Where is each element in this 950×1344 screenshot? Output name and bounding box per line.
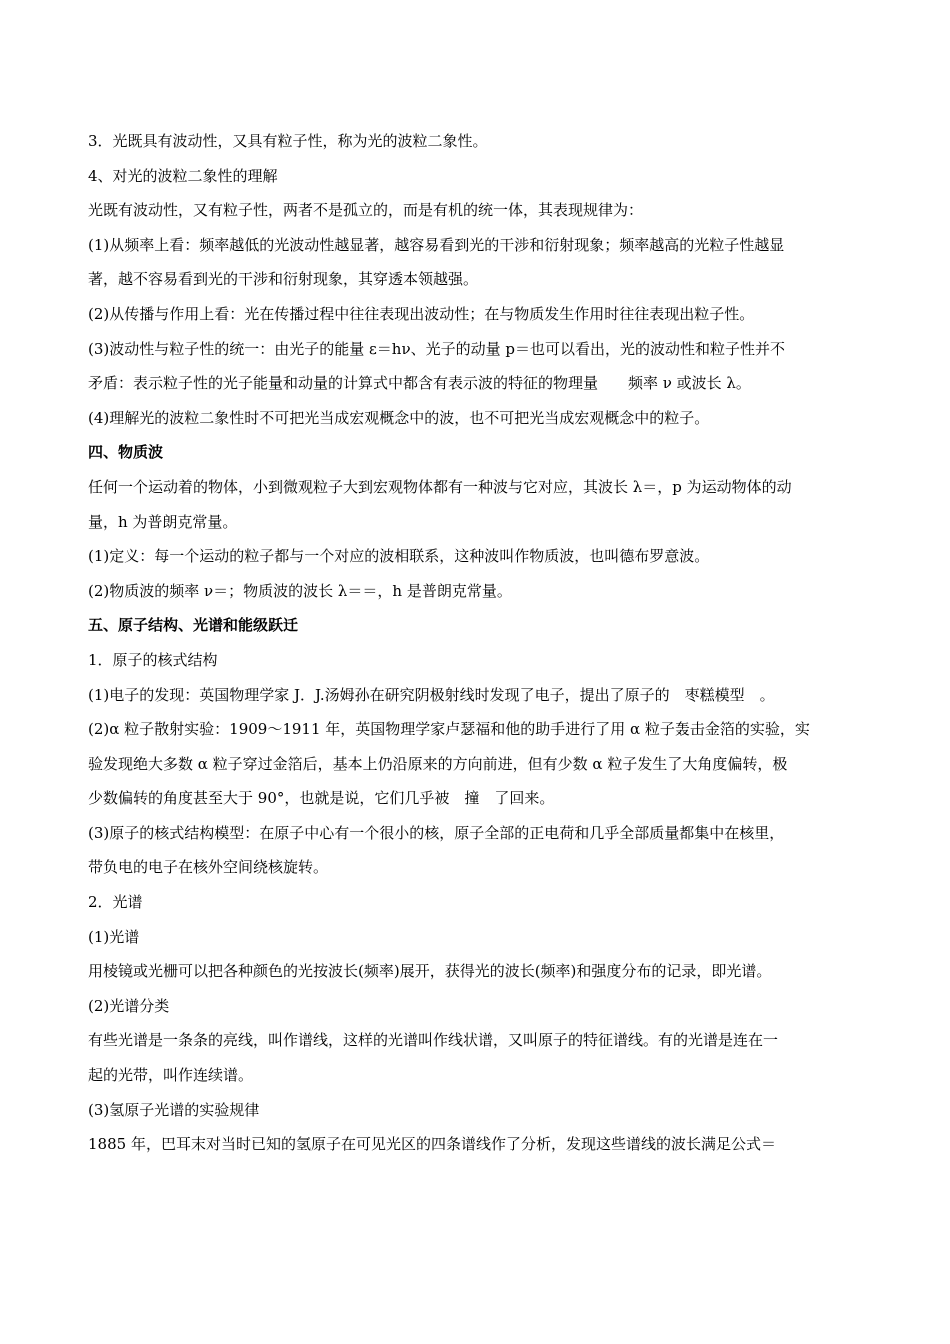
paragraph-line: (2)物质波的频率 ν＝；物质波的波长 λ＝＝，h 是普朗克常量。 [88,581,512,600]
paragraph-line: 著，越不容易看到光的干涉和衍射现象，其穿透本领越强。 [88,270,479,289]
paragraph-line: 矛盾：表示粒子性的光子能量和动量的计算式中都含有表示波的特征的物理量 频率 ν 或波长 λ。 [88,374,751,393]
paragraph-line: 带负电的电子在核外空间绕核旋转。 [88,858,329,877]
paragraph-line: (2)α 粒子散射实验：1909～1911 年，英国物理学家卢瑟福和他的助手进行了用 α 粒子轰击金箔的实验，实 [88,720,810,739]
paragraph-line: 1885 年，巴耳末对当时已知的氢原子在可见光区的四条谱线作了分析，发现这些谱线的波长满足公式＝ [88,1135,776,1154]
paragraph-line: (2)光谱分类 [88,996,170,1015]
paragraph-line: 起的光带，叫作连续谱。 [88,1066,254,1085]
paragraph-line: (4)理解光的波粒二象性时不可把光当成宏观概念中的波，也不可把光当成宏观概念中的粒子。 [88,408,710,427]
paragraph-line: (3)原子的核式结构模型：在原子中心有一个很小的核，原子全部的正电荷和几乎全部质量都集中在核里， [88,823,785,842]
paragraph-line: 光既有波动性，又有粒子性，两者不是孤立的，而是有机的统一体，其表现规律为： [88,201,644,220]
paragraph-line: (1)电子的发现：英国物理学家 J．J.汤姆孙在研究阴极射线时发现了电子，提出了原子的 枣糕模型 。 [88,685,775,704]
paragraph-line: 少数偏转的角度甚至大于 90°，也就是说，它们几乎被 撞 了回来。 [88,789,555,808]
paragraph-line: 用棱镜或光栅可以把各种颜色的光按波长(频率)展开，获得光的波长(频率)和强度分布的记录，即光谱。 [88,962,772,981]
paragraph-line: 任何一个运动着的物体，小到微观粒子大到宏观物体都有一种波与它对应，其波长 λ＝，p 为运动物体的动 [88,477,792,496]
section-heading: 四、物质波 [88,443,164,462]
document-body [88,124,863,1162]
paragraph-line: (3)波动性与粒子性的统一：由光子的能量 ε＝hν、光子的动量 p＝也可以看出，光的波动性和粒子性并不 [88,339,785,358]
paragraph-line: 1．原子的核式结构 [88,650,218,669]
paragraph-line: (3)氢原子光谱的实验规律 [88,1100,260,1119]
paragraph-line: 4、对光的波粒二象性的理解 [88,166,278,185]
paragraph-line: 验发现绝大多数 α 粒子穿过金箔后，基本上仍沿原来的方向前进，但有少数 α 粒子发生了大角度偏转，极 [88,754,788,773]
paragraph-line: 量，h 为普朗克常量。 [88,512,238,531]
paragraph-line: (2)从传播与作用上看：光在传播过程中往往表现出波动性；在与物质发生作用时往往表现出粒子性。 [88,304,755,323]
paragraph-line: 3．光既具有波动性，又具有粒子性，称为光的波粒二象性。 [88,132,488,150]
section-heading: 五、原子结构、光谱和能级跃迁 [88,616,299,635]
paragraph-line: 有些光谱是一条条的亮线，叫作谱线，这样的光谱叫作线状谱，又叫原子的特征谱线。有的光谱是连在一 [88,1031,779,1050]
paragraph-line: (1)从频率上看：频率越低的光波动性越显著，越容易看到光的干涉和衍射现象；频率越高的光粒子性越显 [88,235,785,254]
paragraph-line: 2．光谱 [88,893,143,912]
paragraph-line: (1)定义：每一个运动的粒子都与一个对应的波相联系，这种波叫作物质波，也叫德布罗意波。 [88,547,710,566]
paragraph-line: (1)光谱 [88,927,140,946]
